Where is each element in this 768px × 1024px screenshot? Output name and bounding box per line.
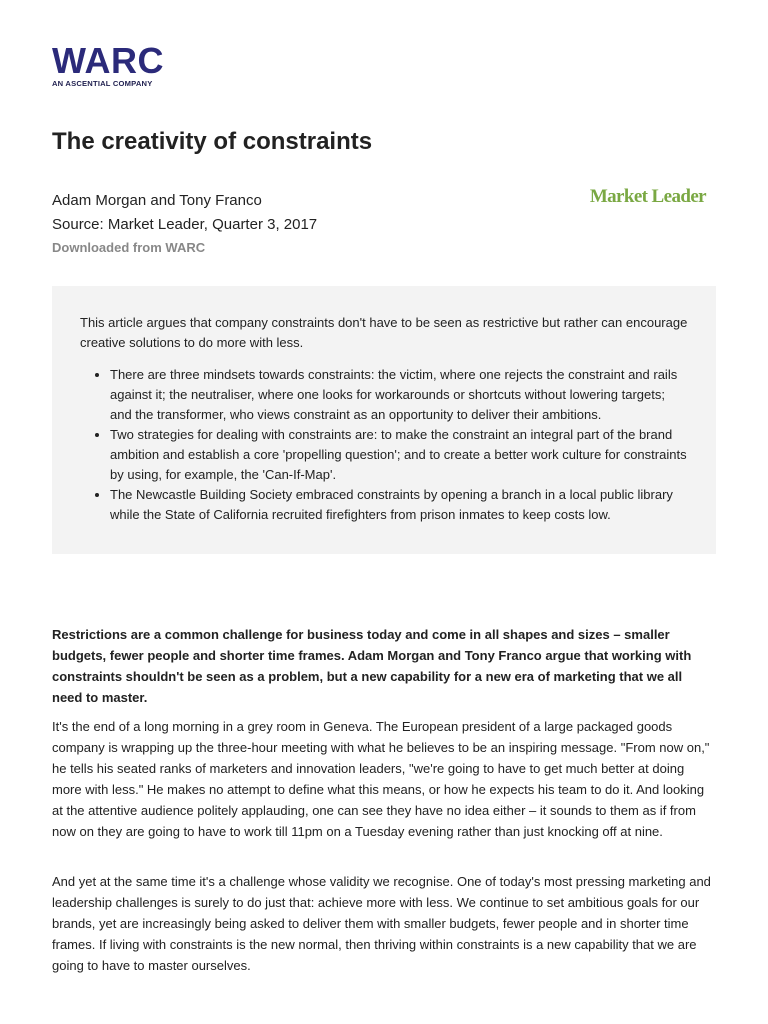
lead-paragraph: Restrictions are a common challenge for business today and come in all shapes and sizes – smaller budgets, fewer people and shorter time frames. Adam Morgan and Tony Franco argue that working with constraints shouldn't be seen as a problem, but a new capability for a new era of marketing that we all need to master.	[52, 627, 692, 705]
summary-bullet: • There are three mindsets towards constraints: the victim, where one rejects the constraint and rails against it; the neutraliser, where one looks for workarounds or shortcuts without lowering targets; and the transformer, who views constraint as an opportunity to deliver their ambitions.	[110, 365, 690, 425]
summary-bullet: • Two strategies for dealing with constraints are: to make the constraint an integral part of the brand ambition and establish a core 'propelling question'; and to create a better work culture for constraints by using, for example, the 'Can-If-Map'.	[110, 425, 690, 485]
article-authors: Adam Morgan and Tony Franco	[52, 192, 262, 209]
logo-tagline: AN ASCENTIAL COMPANY	[52, 79, 153, 88]
summary-bullet-list	[80, 365, 690, 525]
body-paragraph: And yet at the same time it's a challenge whose validity we recognise. One of today's most pressing marketing and leadership challenges is surely to do just that: achieve more with less. We continue to set ambitious goals for our brands, yet are increasingly being asked to deliver them with smaller budgets, fewer people and in shorter time frames. If living with constraints is the new normal, then thriving within constraints is a new capability that we are going to have to master ourselves.	[52, 874, 711, 973]
logo-wordmark: WARC	[52, 40, 164, 81]
article-title: The creativity of constraints	[52, 128, 373, 155]
article-source: Source: Market Leader, Quarter 3, 2017	[52, 216, 318, 233]
download-note: Downloaded from WARC	[52, 240, 206, 255]
summary-bullet: • The Newcastle Building Society embraced constraints by opening a branch in a local public library while the State of California recruited firefighters from prison inmates to keep costs low.	[110, 485, 690, 525]
article-meta	[52, 189, 317, 259]
market-leader-logo: Market Leader	[589, 186, 706, 207]
summary-box	[52, 286, 716, 554]
summary-intro: This article argues that company constraints don't have to be seen as restrictive but rather can encourage creative solutions to do more with less.	[80, 315, 688, 350]
body-paragraph: It's the end of a long morning in a grey room in Geneva. The European president of a large packaged goods company is wrapping up the three-hour meeting with what he believes to be an inspiring message. "From now on," he tells his seated ranks of marketers and innovation leaders, "we're going to have to get much better at doing more with less." He makes no attempt to define what this means, or how he expects his team to do it. And looking at the attentive audience politely applauding, one can see they have no idea either – it sounds to them as if from now on they are going to have to work till 11pm on a Tuesday evening rather than just knocking off at nine.	[52, 719, 710, 839]
warc-logo	[52, 40, 164, 88]
